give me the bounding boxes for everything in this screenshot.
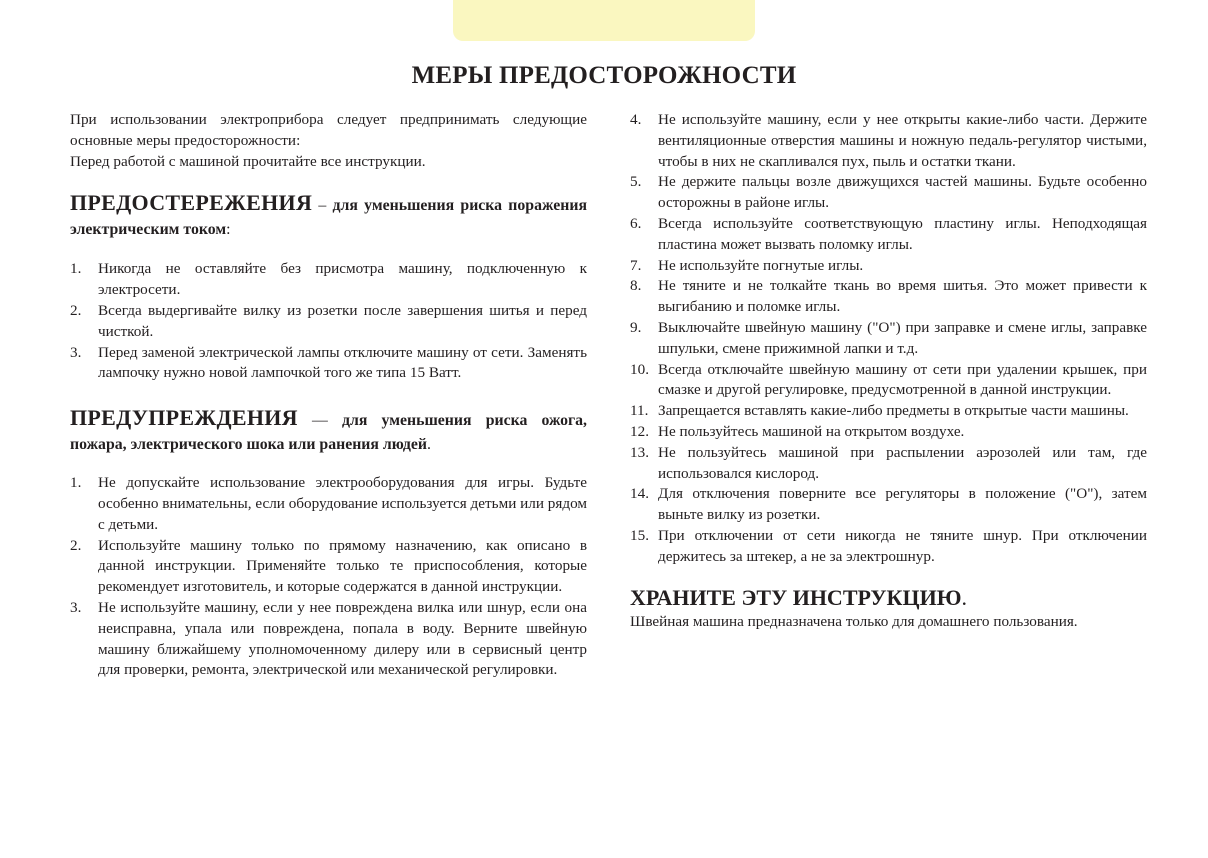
right-column	[630, 110, 1147, 632]
list-item: 14. Для отключения поверните все регуляторы в положение ("O"), затем выньте вилку из розетки.	[630, 485, 1147, 524]
household-use-note: Швейная машина предназначена только для домашнего пользования.	[630, 612, 1078, 630]
list-item: 11. Запрещается вставлять какие-либо предметы в открытые части машины.	[630, 402, 1129, 420]
intro-text: При использовании электроприбора следует предпринимать следующие основные меры предосторожности:	[70, 111, 587, 149]
list-item: 3. Не используйте машину, если у нее повреждена вилка или шнур, если она неисправна, упала или повреждена, попала в воду. Верните швейную машину ближайшему уполномоченному дилеру или в сервисный центр для проверки, ремонта, электрической или механической регулировки.	[70, 598, 587, 679]
list-item: 15. При отключении от сети никогда не тяните шнур. При отключении держитесь за штекер, а не за электрошнур.	[630, 526, 1147, 565]
list-item: 3. Перед заменой электрической лампы отключите машину от сети. Заменять лампочку нужно новой лампочкой того же типа 15 Ватт.	[70, 343, 587, 382]
list-item: 1. Никогда не оставляйте без присмотра машину, подключенную к электросети.	[70, 260, 587, 299]
list-item: 12. Не пользуйтесь машиной на открытом воздухе.	[630, 422, 965, 440]
list-item: 2. Всегда выдергивайте вилку из розетки после завершения шитья и перед чисткой.	[70, 301, 587, 340]
list-item: 6. Всегда используйте соответствующую пластину иглы. Неподходящая пластина может вызвать поломку иглы.	[630, 214, 1147, 253]
warning-list-continued	[630, 110, 1147, 568]
list-item: 9. Выключайте швейную машину ("O") при заправке и смене иглы, заправке шпульки, смене прижимной лапки и т.д.	[630, 318, 1147, 357]
left-column	[70, 110, 587, 681]
warning-list	[70, 473, 587, 681]
header-tab	[453, 0, 755, 41]
list-item: 8. Не тяните и не толкайте ткань во время шитья. Это может привести к выгибанию и поломке иглы.	[630, 277, 1147, 316]
list-item: 2. Используйте машину только по прямому назначению, как описано в данной инструкции. Применяйте только те приспособления, которые рекомендует изготовитель, и которые содержатся в данной инструкции.	[70, 536, 587, 596]
intro-read-instructions: Перед работой с машиной прочитайте все инструкции.	[70, 152, 426, 170]
list-item: 4. Не используйте машину, если у нее открыты какие-либо части. Держите вентиляционные отверстия машины и ножную педаль-регулятор чистыми, чтобы в них не скапливался пух, пыль и остатки ткани.	[630, 111, 1147, 170]
page-title: МЕРЫ ПРЕДОСТОРОЖНОСТИ	[411, 62, 797, 89]
list-item: 7. Не используйте погнутые иглы.	[630, 256, 864, 274]
caution-list	[70, 259, 587, 384]
save-instructions-heading: ХРАНИТЕ ЭТУ ИНСТРУКЦИЮ.	[630, 584, 967, 610]
list-item: 13. Не пользуйтесь машиной при распылении аэрозолей или там, где использовался кислород.	[630, 443, 1147, 482]
warning-heading: ПРЕДУПРЕЖДЕНИЯ — для уменьшения риска ожога, пожара, электрического шока или ранения людей.	[70, 405, 587, 454]
caution-heading: ПРЕДОСТЕРЕЖЕНИЯ – для уменьшения риска поражения электрическим током:	[70, 190, 587, 239]
list-item: 10. Всегда отключайте швейную машину от сети при удалении крышек, при смазке и другой регулировке, предусмотренной в данной инструкции.	[630, 360, 1147, 399]
list-item: 5. Не держите пальцы возле движущихся частей машины. Будьте особенно осторожны в районе иглы.	[630, 173, 1147, 212]
list-item: 1. Не допускайте использование электрооборудования для игры. Будьте особенно внимательны, если оборудование используется детьми или рядом с детьми.	[70, 474, 587, 533]
